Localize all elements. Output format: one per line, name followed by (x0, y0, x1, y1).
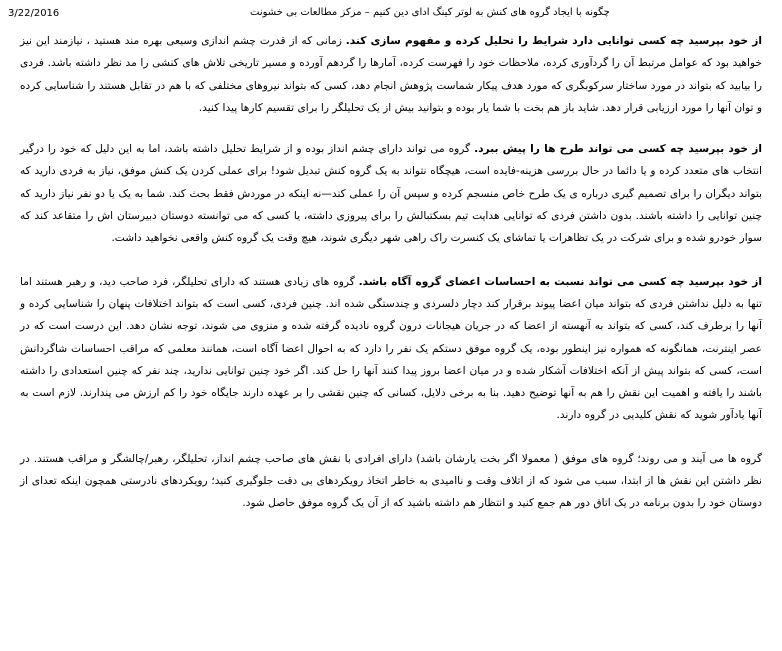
paragraph-lead: از خود بپرسید چه کسی می تواند طرح ها را پیش ببرد. (474, 143, 763, 156)
paragraph-text: گروه ها می آیند و می روند؛ گروه های موفق ( معمولا اگر بخت یارشان باشد) دارای افرادی با نقش های صاحب چشم انداز، تحلیلگر، رهبر/چالشگر و مراقب هستند. در نظر داشتن این نقش ها از ابتدا، سبب می شود که از اتلاف وقت و ناامیدی به خاطر اتخاذ رویکردهای بی دقت جلوگیری کنید؛ رویکردهای نادرستی همچون اینکه تعدای از دوستان خود را بدون برنامه در یک اتاق دور هم جمع کنید و انتظار هم داشته باشید که از آن یک گروه موفق حاصل شود. (20, 452, 762, 510)
paragraph-text: گروه های زیادی هستند که دارای تحلیلگر، فرد صاحب دید، و رهبر هستند اما تنها به دلیل نداشتن فردی که بتواند میان اعضا پیوند برقرار کند دچار دلسردی و چندستگی شده اند. چنین فردی، کسی است که بتواند اختلافات پنهان را شناسایی کرده و آنها را برطرف کند، کسی که بتواند به آنهسته از اعضا که در جریان هیجانات درون گروه نادیده گرفته شده و منزوی می شوند، توجه نشان دهد. این درست است که در عصر اینترنت، همانگونه که همواره نیز اینطور بوده، یک گروه موفق دستکم یک نفر را دارد که به احوال اعضا آگاه است، همانند معلمی که مراقب احساسات شاگردانش است، کسی که بتواند پیش از آنکه اختلافات آشکار شده و در میان اعضا بروز پیدا کنند آنها را حل کند. اگر خود چنین توانایی ندارید، چند نفر که چنین استعدادی را داشته باشند را یافته و اهمیت این نقش را هم به آنها توضیح دهید. بنا به برخی دلایل، کسانی که چنین نقشی را بر عهده دارند جایگاه خود را کم ارزش می پندارند. لازم است به آنها یادآور شوید که نقش کلیدیی در گروه دارند. (20, 275, 762, 422)
paragraph-text: گروه می تواند دارای چشم انداز بوده و از شرایط تحلیل داشته باشد، اما به این دلیل که خود را درگیر انتخاب های متعدد کرده و یا دائما در حال بررسی هزینه-فایده است، هیچگاه نتواند به یک گروه کنش تبدیل شود! برای عملی کردن یک کنش موفق، نیاز به فردی دارید که بتواند دیگران را برای تصمیم گیری درباره ی یک طرح خاص منسجم کرده و سپس آن را عملی کند—نه اینکه در موردش فقط بحث کند. شما به یک یا دو نفر نیاز دارید که چنین توانایی را داشته باشند. بدون داشتن فردی که توانایی هدایت تیم بسکتبالش را برای پیروزی داشته، یا کسی که می توانسته دوستان دبیرستان اش را متقاعد کند که سوار خودرو شده و برای شرکت در یک تظاهرات یا تماشای یک کنسرت راک راهی شهر دیگری شوند، هیچ وقت یک گروه کنش واقعی نخواهید داشت. (20, 143, 762, 245)
paragraph-caretaker (20, 271, 762, 427)
paragraph-conclusion (20, 448, 762, 515)
page-title: چگونه با ایجاد گروه های کنش به لوتر کینگ ادای دین کنیم – مرکز مطالعات بی خشونت (250, 7, 610, 18)
paragraph-leader (20, 138, 762, 249)
article-body (20, 30, 762, 536)
paragraph-lead: از خود بپرسید چه کسی توانایی دارد شرایط را تحلیل کرده و مفهوم سازی کند. (345, 35, 763, 47)
print-date: 3/22/2016 (8, 8, 60, 19)
paragraph-lead: از خود بپرسید چه کسی می تواند نسبت به احساسات اعضای گروه آگاه باشد. (358, 275, 763, 288)
page-header (0, 0, 782, 26)
paragraph-text: زمانی که از قدرت چشم اندازی وسیعی بهره مند هستید ، نیازمند این نیز خواهید بود که عوامل مرتبط آن را گردآوری کرده، ملاحظات خود را فهرست کرده، آمارها را گردهم آورده و مسیر تاریخی تلاش های کنشی را مد نظر داشته باشد. فردی را بیابید که بتواند در مورد ساختار سرکوبگری که مورد هدف پیکار شماست پژوهش انجام دهد، کسی که بتواند نیروهای مختلفی که با هم در تقابل هستند را شناسایی کرده و توان آنها را مورد ارزیابی قرار دهد. شاید باز هم بخت با شما یار بوده و بتوانید بیش از یک تحلیلگر را برای تقسیم کارها پیدا کنید. (20, 35, 762, 114)
paragraph-analyst (20, 30, 762, 119)
